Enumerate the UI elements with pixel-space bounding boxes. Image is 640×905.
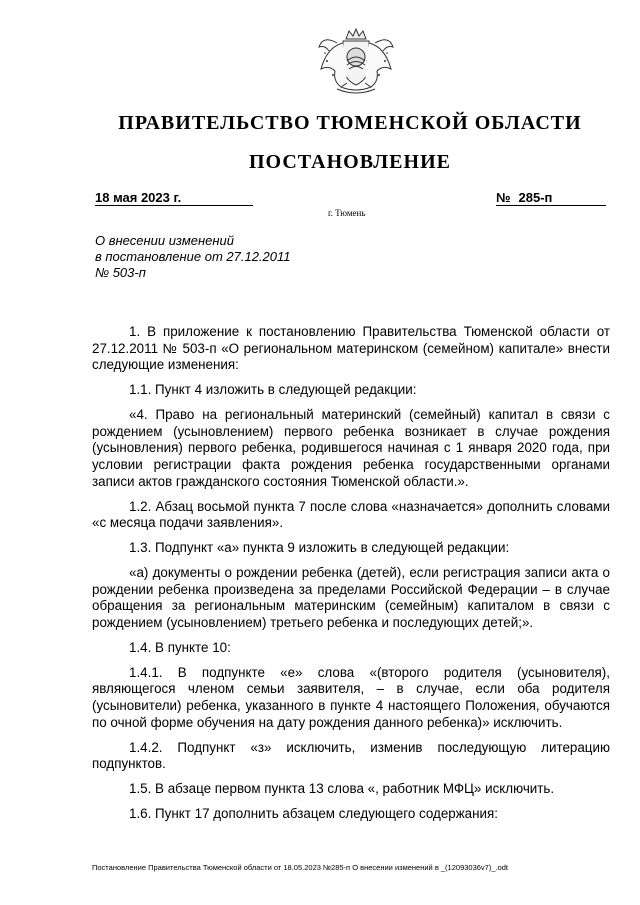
body-paragraph: «4. Право на региональный материнский (семейный) капитал в связи с рождением (усыновлением) первого ребенка возникает в случае рождения (усыновления) первого ребенка, родившегося начиная с 1 января 2020 года, при условии регистрации факта рождения ребенка государственными органами записи актов гражданского состояния Тюменской области.». — [92, 407, 610, 489]
document-type-title: ПОСТАНОВЛЕНИЕ — [249, 151, 451, 173]
body-paragraph: 1.4.2. Подпункт «з» исключить, изменив последующую литерацию подпунктов. — [92, 739, 610, 772]
coat-of-arms-emblem — [313, 25, 399, 97]
body-paragraph: 1.5. В абзаце первом пункта 13 слова «, работник МФЦ» исключить. — [129, 781, 555, 797]
subject-line: № 503-п — [95, 265, 146, 280]
number-sign: № — [496, 190, 511, 205]
decree-date: 18 мая 2023 г. — [95, 191, 253, 206]
body-paragraph: «а) документы о рождении ребенка (детей), если регистрация записи акта о рождении ребенка произведена за пределами Российской Федерации – в случае обращения за региональным материнским (семейным) капиталом в связи с рождением (усыновлением) третьего ребенка и последующих детей;». — [92, 565, 610, 630]
subject-line: в постановление от 27.12.2011 — [95, 249, 291, 264]
decree-subject — [95, 233, 291, 281]
subject-line: О внесении изменений — [95, 233, 234, 248]
body-paragraph: 1.3. Подпункт «а» пункта 9 изложить в следующей редакции: — [129, 540, 510, 556]
body-paragraph: 1.1. Пункт 4 изложить в следующей редакции: — [129, 382, 417, 398]
decree-number-block — [496, 191, 606, 206]
body-paragraph: 1.6. Пункт 17 дополнить абзацем следующего содержания: — [129, 806, 498, 822]
government-title: ПРАВИТЕЛЬСТВО ТЮМЕНСКОЙ ОБЛАСТИ — [118, 112, 582, 134]
body-paragraph: 1.4.1. В подпункте «е» слова «(второго родителя (усыновителя), являющегося членом семьи заявителя, – в случае, если оба родителя (усыновители) ребенка, указанного в пункте 4 настоящего Положения, обучаются по очной форме обучения на дату рождения данного ребенка)» исключить. — [92, 664, 610, 730]
body-paragraph: 1.4. В пункте 10: — [129, 639, 231, 655]
decree-number: 285-п — [518, 190, 553, 205]
body-paragraph: 1.2. Абзац восьмой пункта 7 после слова «назначается» дополнить словами «с месяца подачи заявления». — [92, 498, 610, 531]
document-footer: Постановление Правительства Тюменской области от 18.05.2023 №285-п О внесении изменений в _(12093036v7)_.odt — [92, 863, 509, 872]
body-paragraph: 1. В приложение к постановлению Правительства Тюменской области от 27.12.2011 № 503-п «О региональном материнском (семейном) капитале» внести следующие изменения: — [92, 324, 610, 373]
decree-body — [92, 324, 610, 831]
city-label: г. Тюмень — [328, 208, 366, 218]
